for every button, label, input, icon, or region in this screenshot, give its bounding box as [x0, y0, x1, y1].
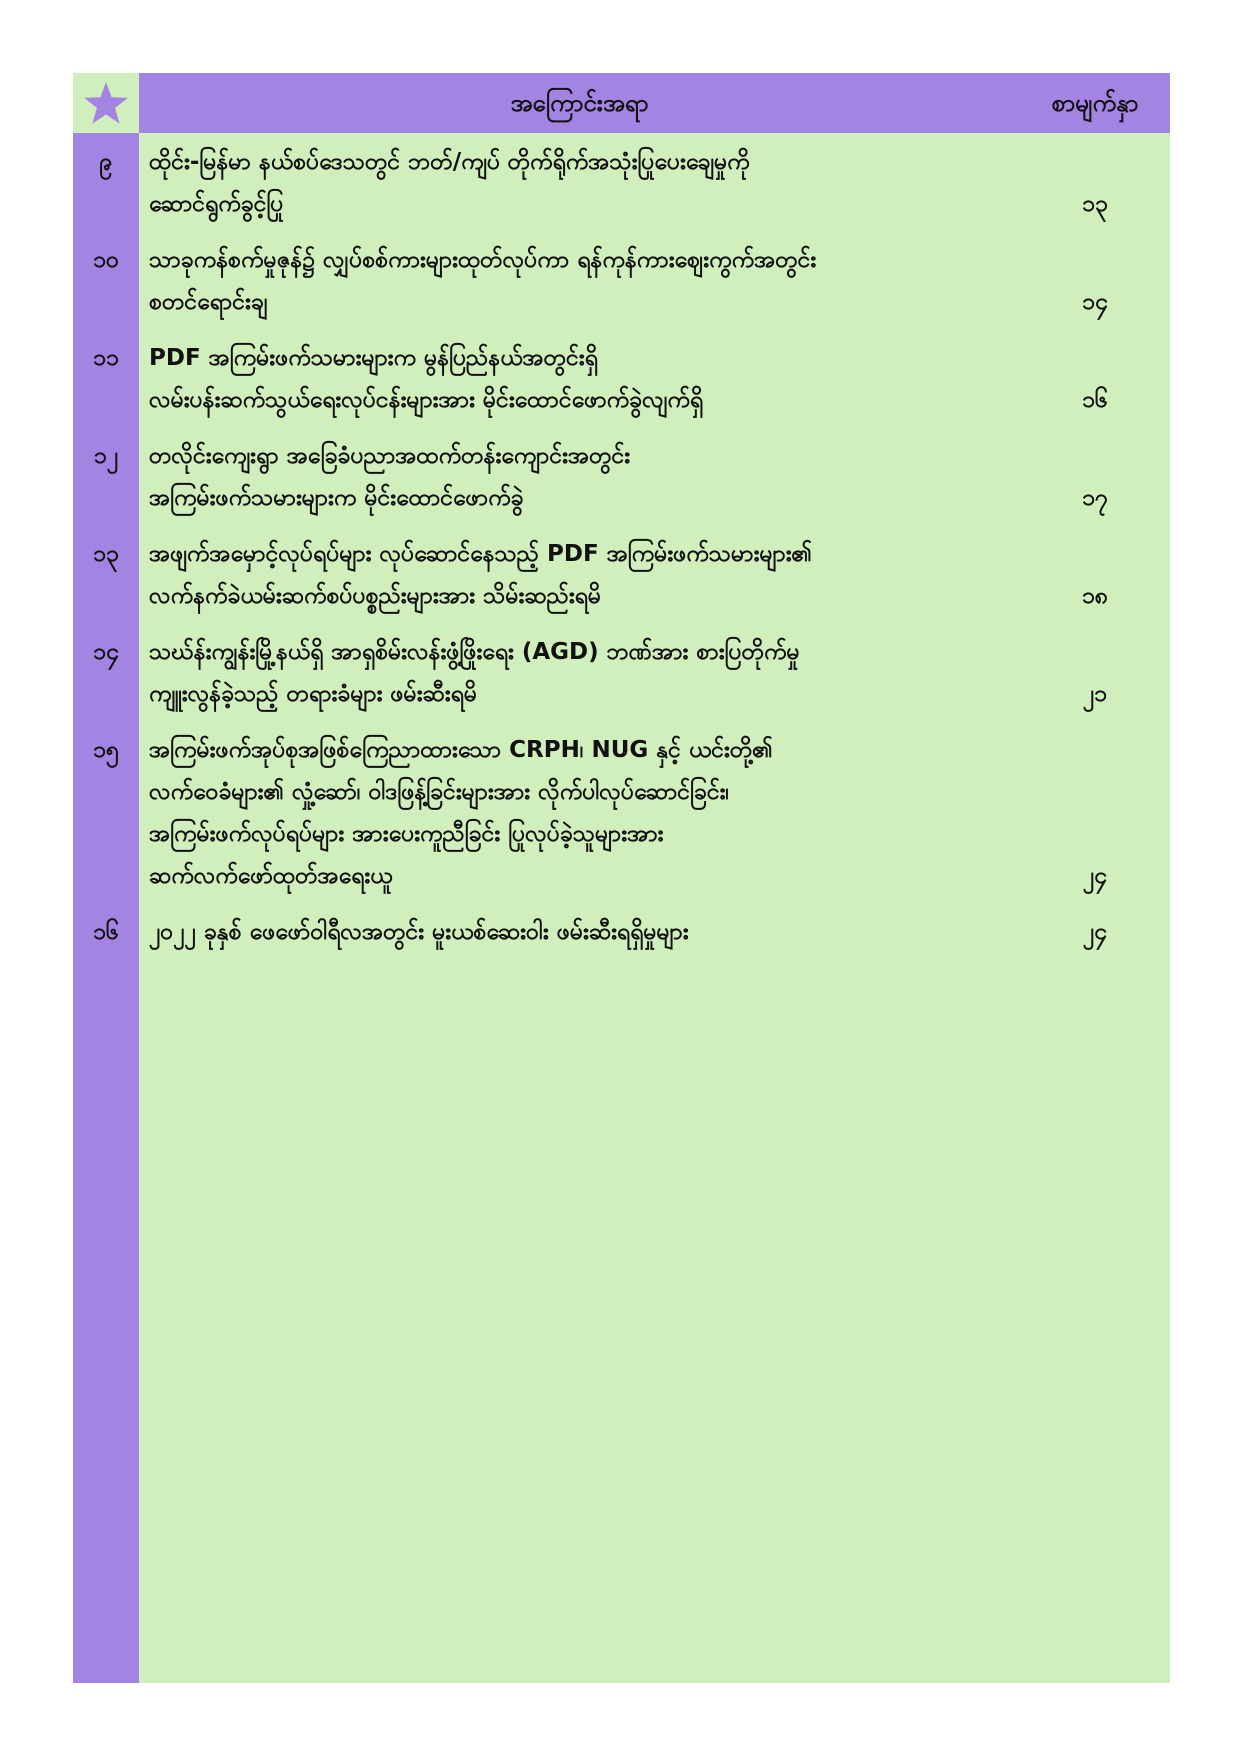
entry-number: ၁၁ — [93, 345, 119, 371]
contents-heading: အကြောင်းအရာ — [510, 89, 649, 117]
entry-number: ၁၅ — [93, 737, 119, 763]
entry-number: ၁၀ — [93, 247, 119, 273]
toc-entry — [73, 427, 1170, 525]
star-icon — [83, 80, 129, 126]
entry-title-line: ဆက်လက်ဖော်ထုတ်အရေးယူ — [149, 863, 393, 889]
entry-title-line: အကြမ်းဖက်အုပ်စုအဖြစ်ကြေညာထားသော CRPH၊ NUG နှင့် ယင်းတို့၏ — [149, 737, 773, 763]
entry-title — [139, 631, 1020, 715]
entry-title — [139, 729, 1020, 897]
entry-title-line: စတင်ရောင်းချ — [149, 289, 268, 315]
entry-title-line: အဖျက်အမှောင့်လုပ်ရပ်များ လုပ်ဆောင်နေသည့် PDF အကြမ်းဖက်သမားများ၏ — [149, 541, 813, 567]
toc-entry — [73, 525, 1170, 623]
toc-entry — [73, 133, 1170, 231]
entry-title-line: ဆောင်ရွက်ခွင့်ပြု — [149, 191, 284, 217]
entry-page-number: ၂၄ — [1082, 919, 1108, 945]
entry-number: ၁၂ — [93, 443, 119, 469]
entry-page-number: ၁၈ — [1081, 583, 1109, 609]
toc-header — [73, 73, 1170, 133]
entry-number: ၉ — [99, 149, 113, 175]
toc-entry — [73, 231, 1170, 329]
entry-number: ၁၄ — [93, 639, 119, 665]
entry-page-number: ၂၄ — [1082, 863, 1108, 889]
toc-entry — [73, 721, 1170, 903]
page-column-heading: စာမျက်နှာ — [1051, 89, 1139, 117]
entry-title-line: လမ်းပန်းဆက်သွယ်ရေးလုပ်ငန်းများအား မိုင်းထောင်ဖောက်ခွဲလျက်ရှိ — [149, 387, 704, 413]
table-of-contents — [73, 73, 1170, 1683]
entry-title-line: လက်ဝေခံများ၏ လှုံ့ဆော်၊ ဝါဒဖြန့်ခြင်းများအား လိုက်ပါလုပ်ဆောင်ခြင်း၊ — [149, 779, 730, 805]
entry-title-line: သဃ်န်းကျွန်းမြို့နယ်ရှိ အာရှစိမ်းလန်းဖွံ့ဖြိုးရေး (AGD) ဘဏ်အား စားပြတိုက်မှု — [149, 639, 800, 665]
toc-entry — [73, 329, 1170, 427]
entry-title-line: ကျူးလွန်ခဲ့သည့် တရားခံများ ဖမ်းဆီးရမိ — [149, 681, 477, 707]
entry-title-line: တလိုင်းကျေးရွာ အခြေခံပညာအထက်တန်းကျောင်းအတွင်း — [149, 443, 631, 469]
entry-title-line: PDF အကြမ်းဖက်သမားများက မွန်ပြည်နယ်အတွင်းရှိ — [149, 345, 598, 371]
entry-page-number: ၁၆ — [1082, 387, 1108, 413]
entry-title-line: အကြမ်းဖက်သမားများက မိုင်းထောင်ဖောက်ခွဲ — [149, 485, 524, 511]
entry-title — [139, 337, 1020, 421]
toc-entry — [73, 903, 1170, 959]
entry-title — [139, 435, 1020, 519]
entry-title-line: လက်နက်ခဲယမ်းဆက်စပ်ပစ္စည်းများအား သိမ်းဆည်းရမိ — [149, 583, 602, 609]
entry-number: ၁၆ — [93, 919, 119, 945]
toc-entries — [73, 133, 1170, 959]
entry-title — [139, 533, 1020, 617]
entry-page-number: ၁၇ — [1082, 485, 1108, 511]
entry-page-number: ၁၃ — [1082, 191, 1108, 217]
entry-page-number: ၂၁ — [1082, 681, 1108, 707]
entry-title-line: ၂၀၂၂ ခုနှစ် ဖေဖော်ဝါရီလအတွင်း မူးယစ်ဆေးဝါး ဖမ်းဆီးရရှိမှုများ — [149, 919, 689, 945]
entry-number: ၁၃ — [93, 541, 119, 567]
star-cell — [73, 73, 139, 133]
toc-entry — [73, 623, 1170, 721]
entry-page-number: ၁၄ — [1082, 289, 1108, 315]
entry-title-line: သာခုကန်စက်မှုဇုန်၌ လျှပ်စစ်ကားများထုတ်လုပ်ကာ ရန်ကုန်ကားဈေးကွက်အတွင်း — [149, 247, 817, 273]
entry-title — [139, 239, 1020, 323]
entry-title-line: အကြမ်းဖက်လုပ်ရပ်များ အားပေးကူညီခြင်း ပြုလုပ်ခဲ့သူများအား — [149, 821, 664, 847]
entry-title — [139, 911, 1020, 953]
entry-title — [139, 141, 1020, 225]
entry-title-line: ထိုင်း-မြန်မာ နယ်စပ်ဒေသတွင် ဘတ်/ကျပ် တိုက်ရိုက်အသုံးပြုပေးချေမှုကို — [149, 149, 750, 175]
